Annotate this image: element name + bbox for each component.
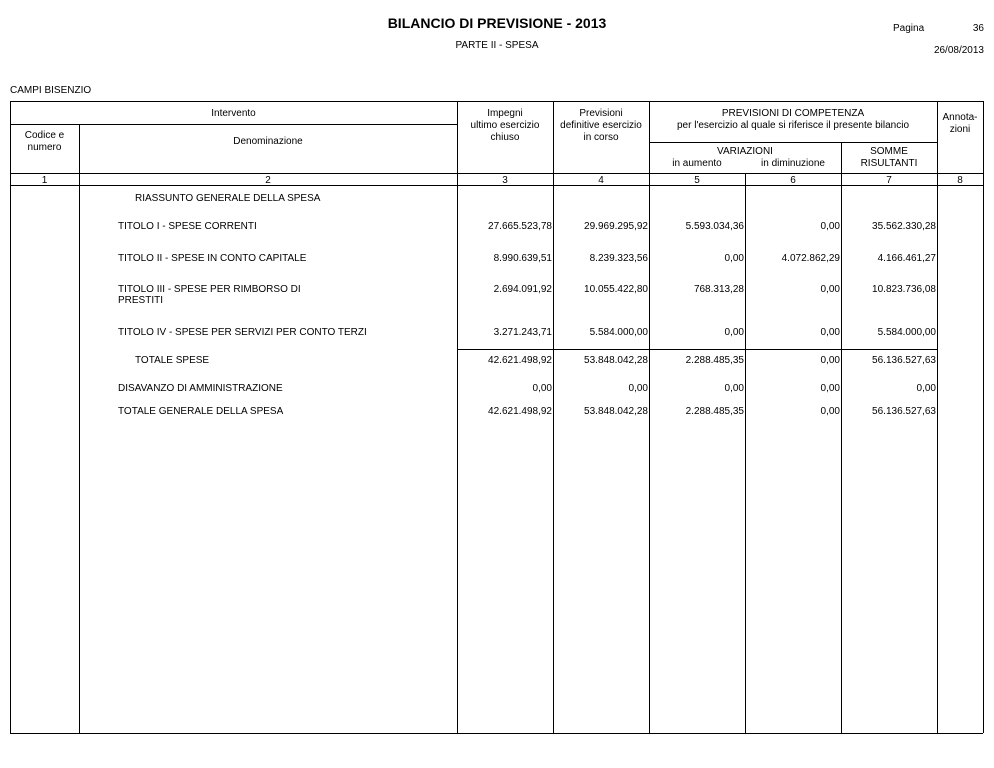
cell-in-aumento: 0,00 [724, 383, 744, 394]
report-date: 26/08/2013 [933, 45, 984, 56]
cell-impegni: 42.621.498,92 [488, 406, 552, 417]
row-label: DISAVANZO DI AMMINISTRAZIONE [118, 383, 283, 394]
cell-in-aumento: 0,00 [724, 253, 744, 264]
cell-impegni: 2.694.091,92 [493, 284, 552, 295]
header-codice-line2: numero [27, 142, 62, 153]
cell-somme: 56.136.527,63 [872, 406, 936, 417]
cell-in-diminuzione: 0,00 [820, 383, 840, 394]
cell-in-diminuzione: 0,00 [820, 355, 840, 366]
cell-previsioni: 5.584.000,00 [589, 327, 648, 338]
cell-in-aumento: 768.313,28 [693, 284, 744, 295]
column-number-8: 8 [957, 175, 963, 186]
section-heading-riassunto: RIASSUNTO GENERALE DELLA SPESA [135, 193, 321, 204]
header-codice [10, 130, 79, 154]
header-codice-line1: Codice e [24, 130, 65, 141]
cell-in-diminuzione: 4.072.862,29 [781, 253, 840, 264]
cell-in-aumento: 2.288.485,35 [685, 355, 744, 366]
cell-somme: 35.562.330,28 [872, 221, 936, 232]
column-number-1: 1 [41, 175, 48, 186]
row-label-line1: TITOLO III - SPESE PER RIMBORSO DI [118, 284, 301, 295]
cell-impegni: 8.990.639,51 [493, 253, 552, 264]
column-number-6: 6 [790, 175, 796, 186]
cell-previsioni: 29.969.295,92 [584, 221, 648, 232]
row-label: TITOLO II - SPESE IN CONTO CAPITALE [118, 253, 307, 264]
header-annotazioni-line1: Annota- [942, 112, 978, 123]
cell-somme: 0,00 [916, 383, 936, 394]
cell-in-diminuzione: 0,00 [820, 284, 840, 295]
cell-previsioni: 53.848.042,28 [584, 406, 648, 417]
cell-in-diminuzione: 0,00 [820, 221, 840, 232]
cell-in-diminuzione: 0,00 [820, 406, 840, 417]
report-title: BILANCIO DI PREVISIONE - 2013 [387, 15, 607, 31]
header-in-diminuzione: in diminuzione [761, 158, 825, 169]
cell-previsioni: 8.239.323,56 [589, 253, 648, 264]
header-previsioni [553, 108, 649, 144]
header-previsioni-line3: in corso [583, 132, 619, 143]
row-label: TITOLO I - SPESE CORRENTI [118, 221, 257, 232]
header-impegni-line3: chiuso [490, 132, 520, 143]
header-intervento: Intervento [211, 108, 256, 119]
row-label: TOTALE SPESE [135, 355, 210, 366]
report-subtitle: PARTE II - SPESA [455, 40, 539, 51]
cell-previsioni: 0,00 [628, 383, 648, 394]
cell-in-aumento: 0,00 [724, 327, 744, 338]
column-number-7: 7 [886, 175, 892, 186]
cell-impegni: 42.621.498,92 [488, 355, 552, 366]
row-label-line2: PRESTITI [118, 295, 164, 306]
page-label: Pagina [893, 23, 925, 34]
cell-previsioni: 10.055.422,80 [584, 284, 648, 295]
cell-in-aumento: 2.288.485,35 [685, 406, 744, 417]
header-impegni-line2: ultimo esercizio [470, 120, 540, 131]
header-somme [841, 146, 937, 170]
row-label: TITOLO IV - SPESE PER SERVIZI PER CONTO TERZI [118, 327, 367, 338]
cell-somme: 4.166.461,27 [877, 253, 936, 264]
header-variazioni: VARIAZIONI [717, 146, 773, 157]
header-denominazione: Denominazione [233, 136, 303, 147]
row-label: TOTALE GENERALE DELLA SPESA [118, 406, 284, 417]
header-annotazioni-line2: zioni [949, 124, 971, 135]
cell-somme: 10.823.736,08 [872, 284, 936, 295]
header-in-aumento: in aumento [672, 158, 722, 169]
header-competenza-line2: per l'esercizio al quale si riferisce il presente bilancio [676, 120, 910, 131]
cell-impegni: 0,00 [532, 383, 552, 394]
cell-in-diminuzione: 0,00 [820, 327, 840, 338]
column-number-2: 2 [265, 175, 271, 186]
cell-previsioni: 53.848.042,28 [584, 355, 648, 366]
header-annotazioni [937, 112, 983, 136]
column-number-4: 4 [598, 175, 604, 186]
header-competenza [649, 108, 937, 132]
column-number-3: 3 [502, 175, 508, 186]
cell-somme: 5.584.000,00 [877, 327, 936, 338]
cell-somme: 56.136.527,63 [872, 355, 936, 366]
column-number-5: 5 [694, 175, 700, 186]
cell-impegni: 3.271.243,71 [493, 327, 552, 338]
entity-name: CAMPI BISENZIO [10, 85, 92, 96]
cell-in-aumento: 5.593.034,36 [685, 221, 744, 232]
header-previsioni-line2: definitive esercizio [560, 120, 642, 131]
cell-impegni: 27.665.523,78 [488, 221, 552, 232]
header-somme-line2: RISULTANTI [860, 158, 918, 169]
header-impegni-line1: Impegni [487, 108, 523, 119]
page-number: 36 [972, 23, 984, 34]
header-previsioni-line1: Previsioni [579, 108, 623, 119]
header-impegni [457, 108, 553, 144]
row-label [118, 284, 301, 306]
header-competenza-line1: PREVISIONI DI COMPETENZA [721, 108, 865, 119]
header-somme-line1: SOMME [870, 146, 908, 157]
